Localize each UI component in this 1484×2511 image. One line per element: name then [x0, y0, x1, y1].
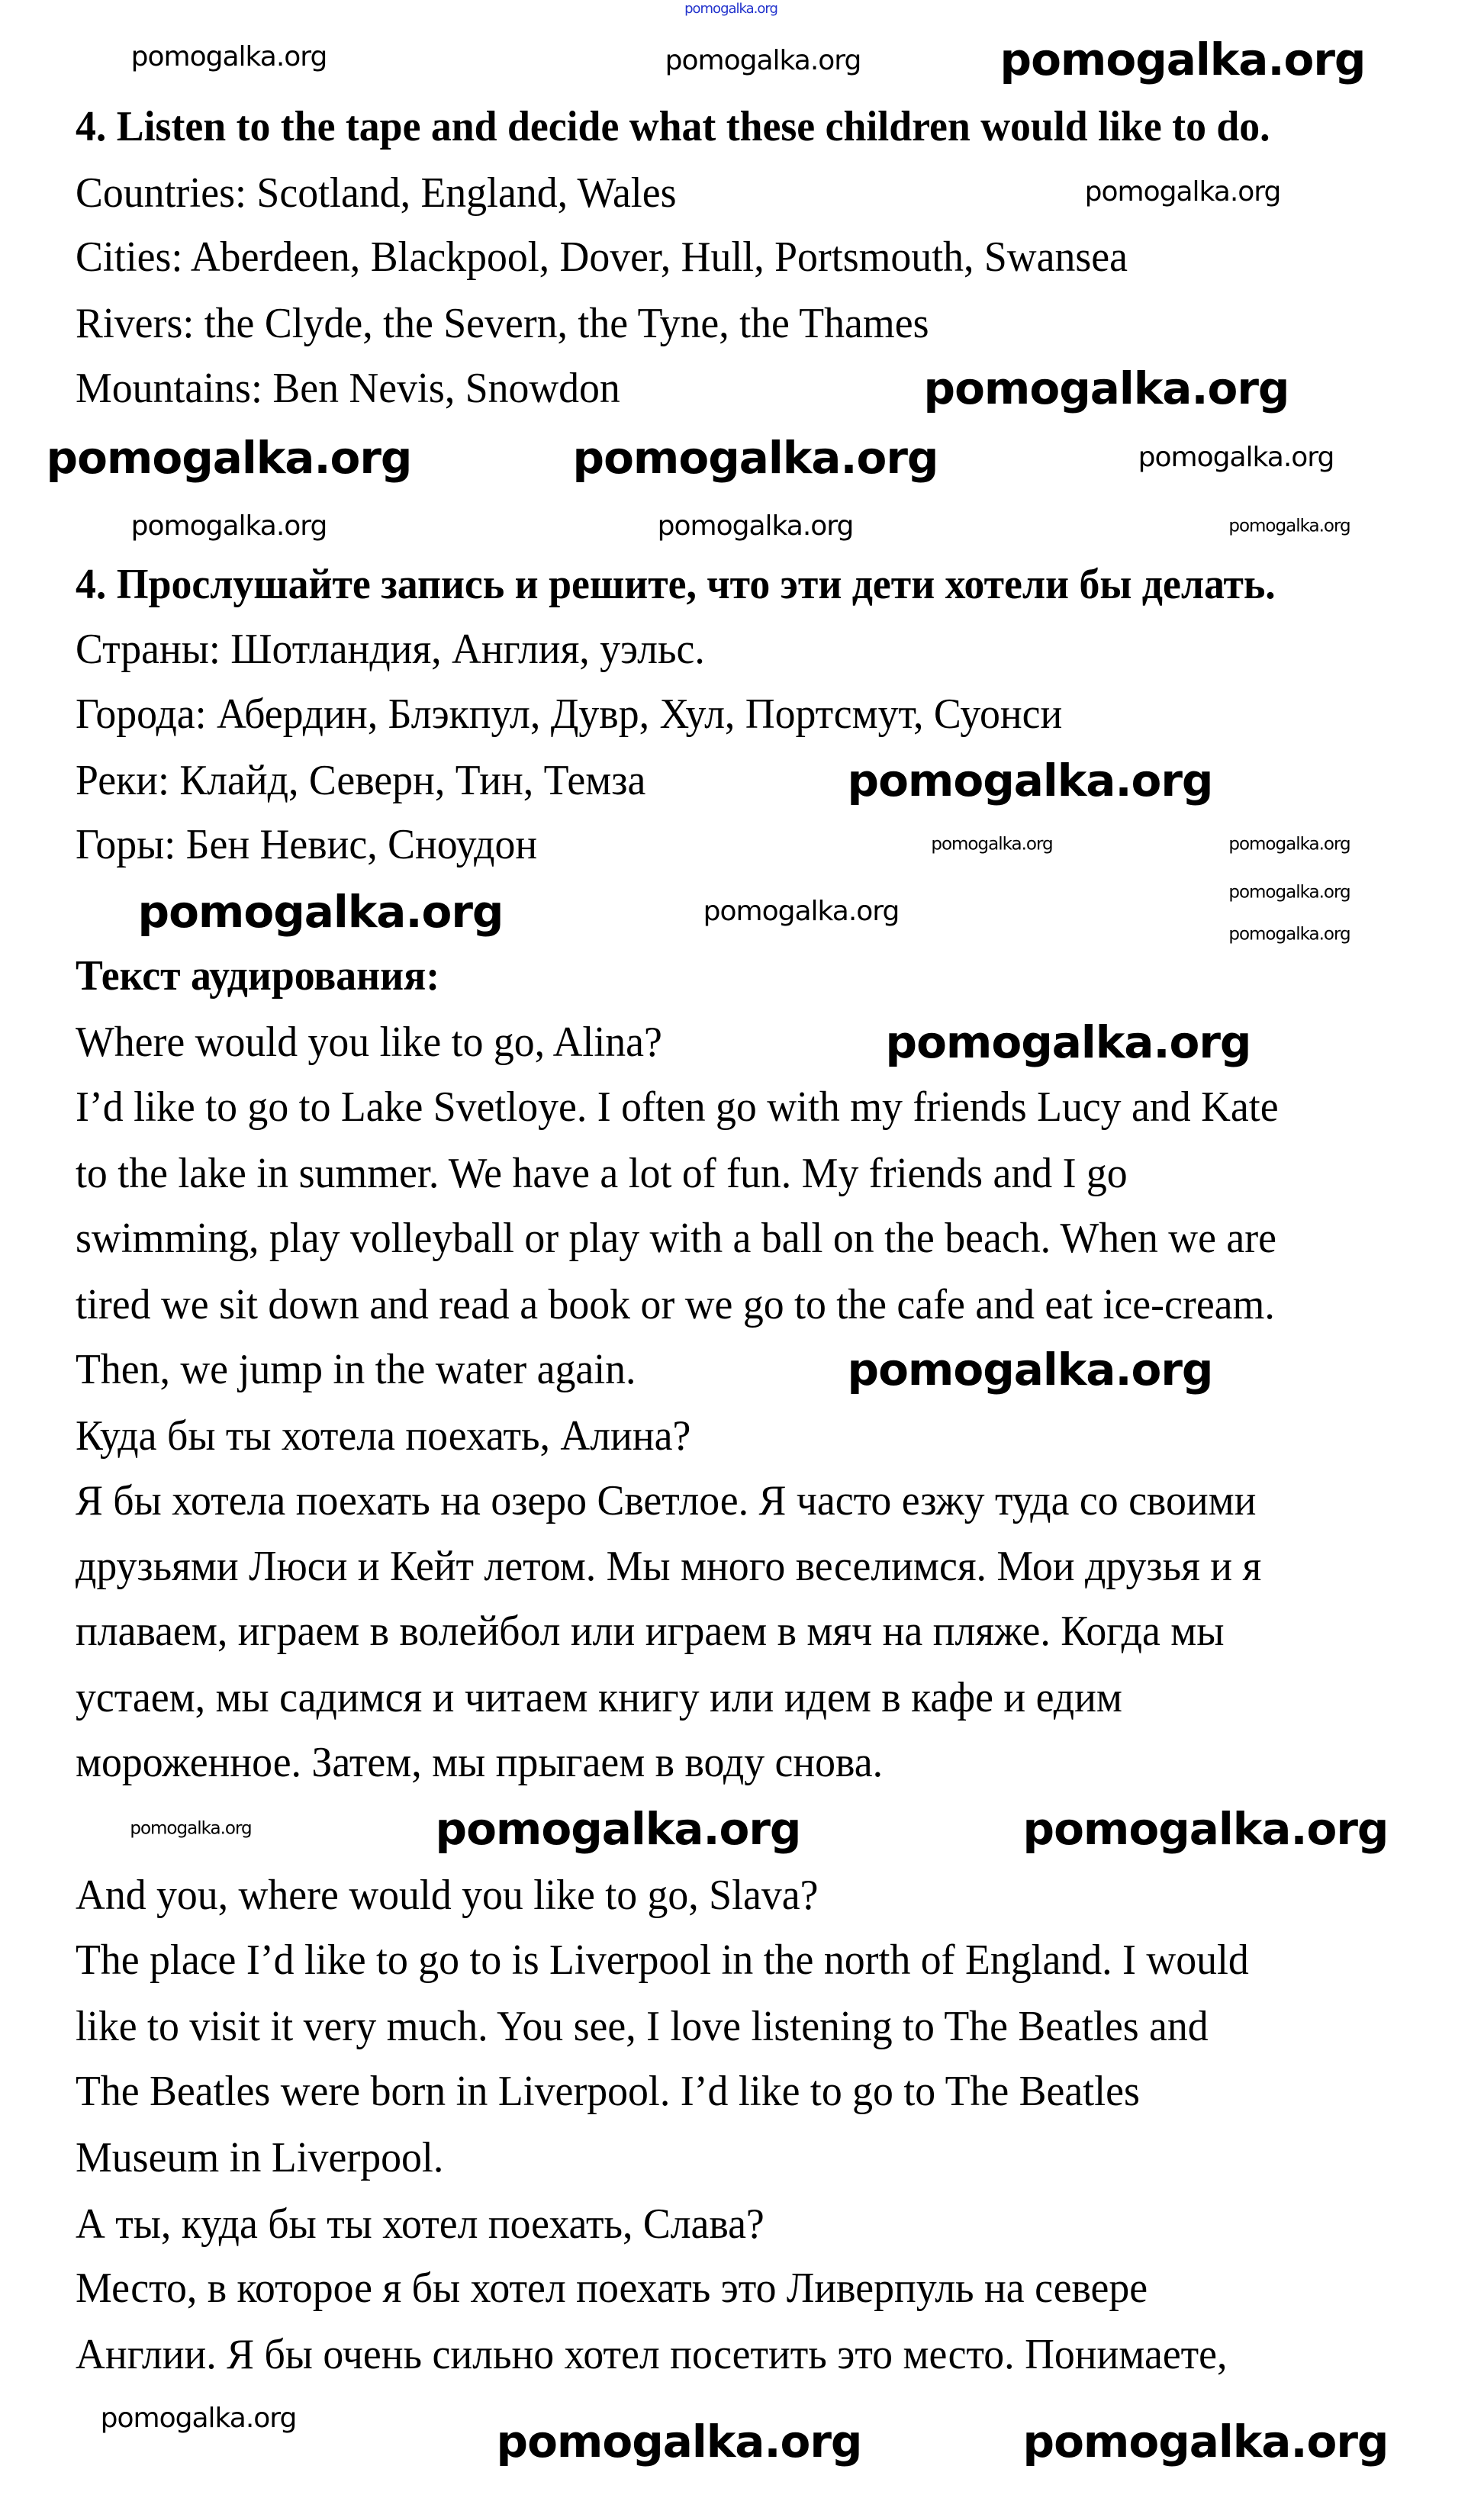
watermark: pomogalka.org: [100, 2403, 297, 2434]
transcript-line: устаем, мы садимся и читаем книгу или идем в кафе и едим: [76, 1674, 1122, 1722]
watermark: pomogalka.org: [1228, 924, 1350, 945]
task-title-ru: 4. Прослушайте запись и решите, что эти дети хотели бы делать.: [76, 560, 1276, 608]
watermark: pomogalka.org: [1022, 2416, 1389, 2468]
watermark: pomogalka.org: [1084, 176, 1281, 208]
task-title-en: 4. Listen to the tape and decide what these children would like to do.: [76, 102, 1270, 150]
transcript-line: А ты, куда бы ты хотел поехать, Слава?: [76, 2200, 765, 2248]
watermark: pomogalka.org: [1228, 882, 1350, 903]
watermark: pomogalka.org: [496, 2416, 862, 2468]
watermark: pomogalka.org: [1228, 516, 1350, 536]
transcript-line: Я бы хотела поехать на озеро Светлое. Я часто езжу туда со своими: [76, 1476, 1257, 1524]
transcript-line: swimming, play volleyball or play with a ball on the beach. When we are: [76, 1214, 1277, 1262]
transcript-heading: Текст аудирования:: [76, 952, 440, 1000]
transcript-line: Куда бы ты хотела поехать, Алина?: [76, 1412, 691, 1460]
watermark: pomogalka.org: [1000, 34, 1366, 85]
watermark: pomogalka.org: [847, 1344, 1213, 1396]
transcript-line: I’d like to go to Lake Svetloye. I often go with my friends Lucy and Kate: [76, 1083, 1279, 1132]
watermark: pomogalka.org: [885, 1016, 1251, 1068]
task-line-ru: Горы: Бен Невис, Сноудон: [76, 821, 538, 869]
task-line-ru: Реки: Клайд, Северн, Тин, Темза: [76, 756, 646, 804]
transcript-line: like to visit it very much. You see, I love listening to The Beatles and: [76, 2002, 1209, 2050]
watermark: pomogalka.org: [1138, 442, 1334, 473]
transcript-line: to the lake in summer. We have a lot of fun. My friends and I go: [76, 1150, 1128, 1197]
transcript-line: Museum in Liverpool.: [76, 2133, 444, 2181]
task-line-en: Cities: Aberdeen, Blackpool, Dover, Hull, Portsmouth, Swansea: [76, 233, 1128, 282]
transcript-line: мороженное. Затем, мы прыгаем в воду снова.: [76, 1739, 884, 1787]
transcript-line: плаваем, играем в волейбол или играем в мяч на пляже. Когда мы: [76, 1608, 1225, 1656]
watermark: pomogalka.org: [684, 1, 777, 17]
watermark: pomogalka.org: [923, 362, 1289, 414]
watermark: pomogalka.org: [703, 896, 900, 927]
transcript-line: Англии. Я бы очень сильно хотел посетить это место. Понимаете,: [76, 2331, 1228, 2379]
watermark: pomogalka.org: [665, 45, 861, 76]
watermark: pomogalka.org: [435, 1803, 801, 1855]
transcript-line: The place I’d like to go to is Liverpool in the north of England. I would: [76, 1936, 1249, 1984]
task-line-ru: Страны: Шотландия, Англия, уэльс.: [76, 625, 705, 673]
transcript-line: Where would you like to go, Alina?: [76, 1019, 662, 1067]
task-line-en: Mountains: Ben Nevis, Snowdon: [76, 365, 620, 413]
task-line-en: Countries: Scotland, England, Wales: [76, 169, 677, 217]
watermark: pomogalka.org: [130, 41, 327, 72]
watermark: pomogalka.org: [137, 886, 504, 938]
watermark: pomogalka.org: [1228, 834, 1350, 855]
transcript-line: The Beatles were born in Liverpool. I’d like to go to The Beatles: [76, 2067, 1140, 2115]
watermark: pomogalka.org: [130, 510, 327, 542]
transcript-line: друзьями Люси и Кейт летом. Мы много веселимся. Мои друзья и я: [76, 1543, 1262, 1591]
watermark: pomogalka.org: [847, 755, 1213, 806]
transcript-line: tired we sit down and read a book or we go to the cafe and eat ice-cream.: [76, 1280, 1275, 1328]
task-line-ru: Города: Абердин, Блэкпул, Дувр, Хул, Портсмут, Суонси: [76, 690, 1063, 738]
transcript-line: And you, where would you like to go, Slava?: [76, 1872, 819, 1919]
transcript-line: Then, we jump in the water again.: [76, 1345, 636, 1393]
watermark: pomogalka.org: [931, 834, 1053, 855]
transcript-line: Место, в которое я бы хотел поехать это Ливерпуль на севере: [76, 2265, 1148, 2313]
watermark: pomogalka.org: [657, 510, 854, 542]
watermark: pomogalka.org: [1022, 1803, 1389, 1855]
watermark: pomogalka.org: [130, 1818, 252, 1839]
task-line-en: Rivers: the Clyde, the Severn, the Tyne, the Thames: [76, 300, 929, 348]
watermark: pomogalka.org: [46, 432, 412, 484]
watermark: pomogalka.org: [572, 432, 938, 484]
